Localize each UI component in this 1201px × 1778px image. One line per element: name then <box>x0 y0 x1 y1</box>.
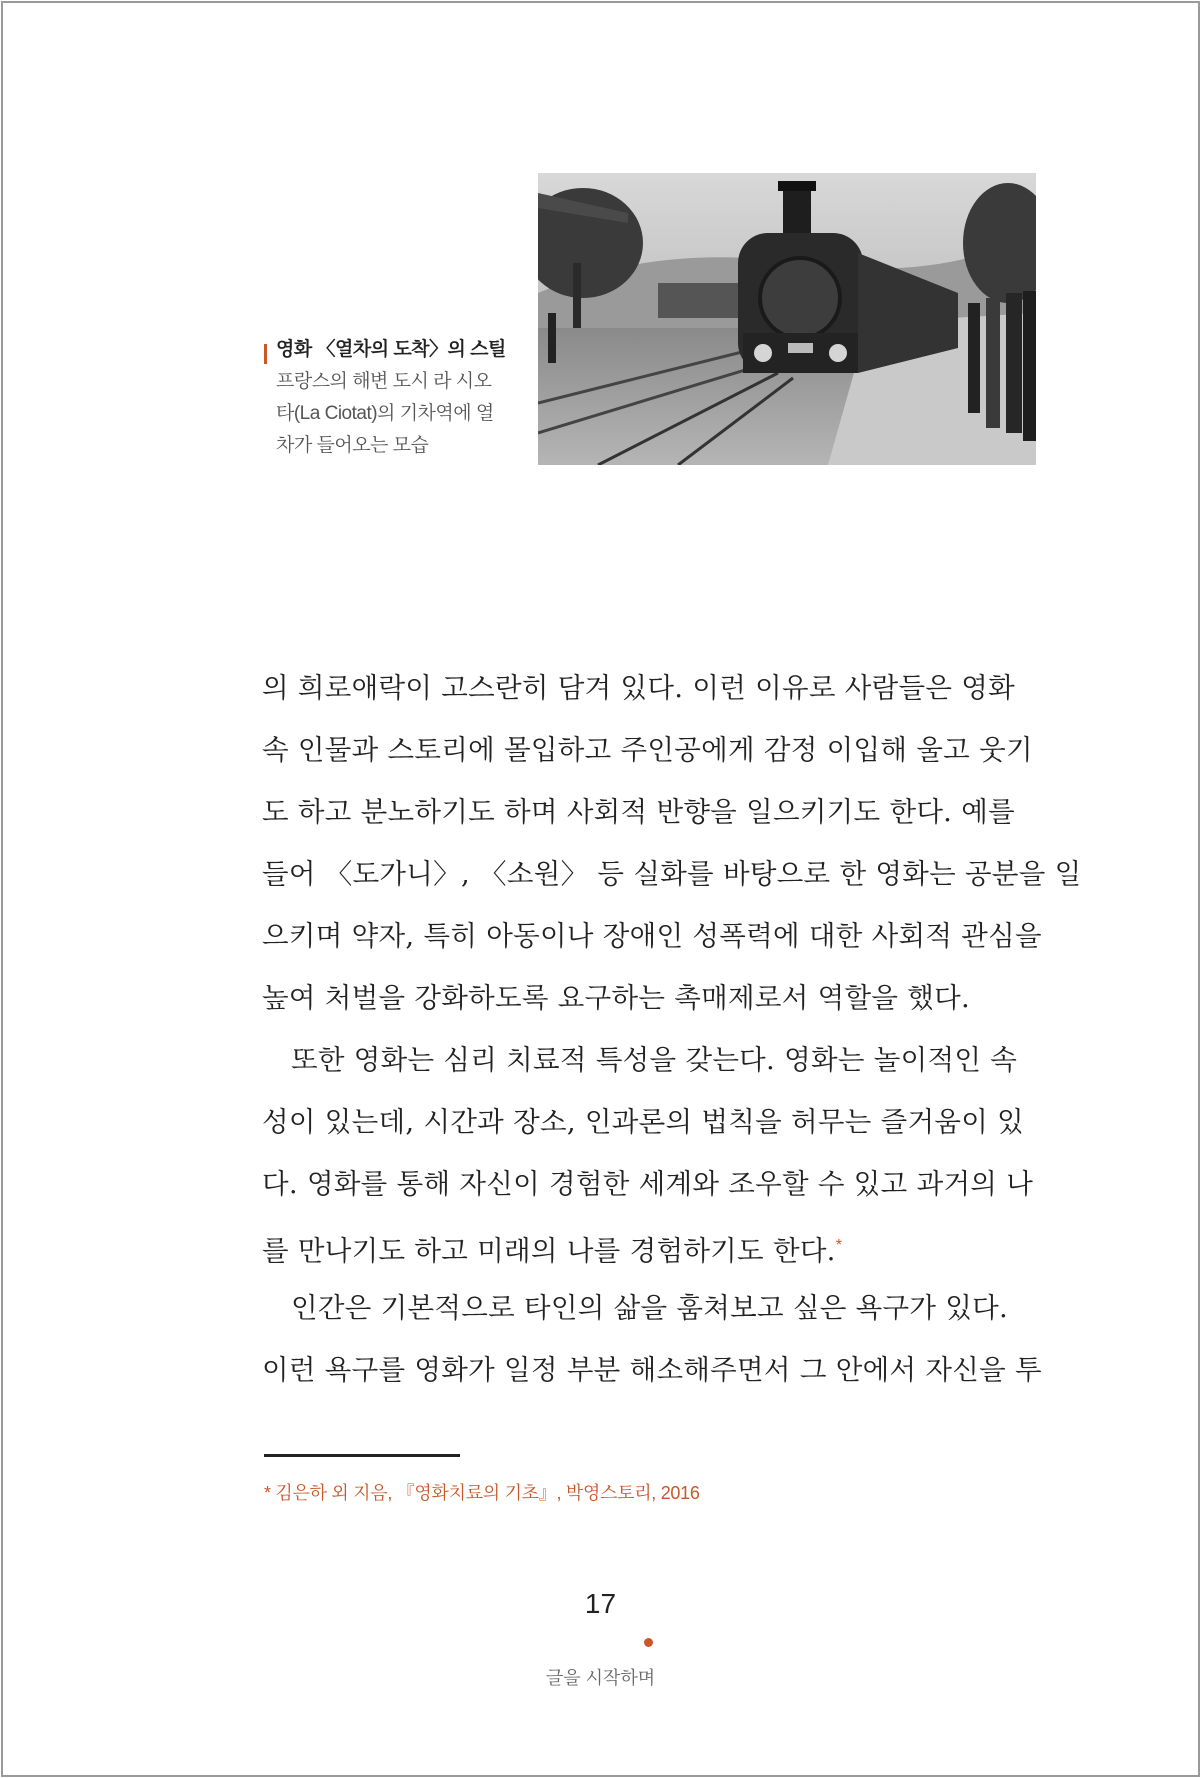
body-text <box>262 657 1082 1401</box>
caption-title: 영화 〈열차의 도착〉의 스틸 <box>276 339 506 360</box>
footnote-marker[interactable]: * <box>835 1237 843 1254</box>
body-line: 성이 있는데, 시간과 장소, 인과론의 법칙을 허무는 즐거움이 있 <box>262 1106 1025 1138</box>
body-line: 이런 욕구를 영화가 일정 부분 해소해주면서 그 안에서 자신을 투 <box>262 1354 1042 1386</box>
caption-accent-bar <box>264 344 267 364</box>
train-photo-image <box>538 173 1036 465</box>
page-number: 17 <box>584 1588 617 1619</box>
body-line-text: 를 만나기도 하고 미래의 나를 경험하기도 한다. <box>262 1235 836 1268</box>
body-line: 도 하고 분노하기도 하며 사회적 반향을 일으키기도 한다. 예를 <box>262 796 1015 828</box>
caption-line: 타(La Ciotat)의 기차역에 열 <box>276 403 494 424</box>
body-line: 다. 영화를 통해 자신이 경험한 세계와 조우할 수 있고 과거의 나 <box>262 1168 1034 1200</box>
body-line: 의 희로애락이 고스란히 담겨 있다. 이런 이유로 사람들은 영화 <box>262 672 1015 704</box>
body-line-with-footnote <box>262 1215 1034 1277</box>
footnote-text: * 김은하 외 지음, 『영화치료의 기초』, 박영스토리, 2016 <box>264 1483 700 1503</box>
body-line: 속 인물과 스토리에 몰입하고 주인공에게 감정 이입해 울고 웃기 <box>262 734 1033 766</box>
running-title: 글을 시작하며 <box>545 1668 656 1688</box>
body-line: 들어 〈도가니〉, 〈소원〉 등 실화를 바탕으로 한 영화는 공분을 일 <box>262 858 1082 890</box>
page-dot-icon <box>644 1638 653 1647</box>
body-line: 또한 영화는 심리 치료적 특성을 갖는다. 영화는 놀이적인 속 <box>291 1044 1018 1076</box>
body-line: 높여 처벌을 강화하도록 요구하는 촉매제로서 역할을 했다. <box>262 982 971 1014</box>
train-photo <box>538 173 1036 465</box>
body-line: 으키며 약자, 특히 아동이나 장애인 성폭력에 대한 사회적 관심을 <box>262 920 1042 952</box>
photo-caption <box>264 334 514 462</box>
caption-line: 차가 들어오는 모습 <box>276 435 429 456</box>
body-line: 인간은 기본적으로 타인의 삶을 훔쳐보고 싶은 욕구가 있다. <box>291 1292 1009 1324</box>
footnote-divider <box>264 1454 460 1457</box>
caption-line: 프랑스의 해변 도시 라 시오 <box>276 371 492 392</box>
